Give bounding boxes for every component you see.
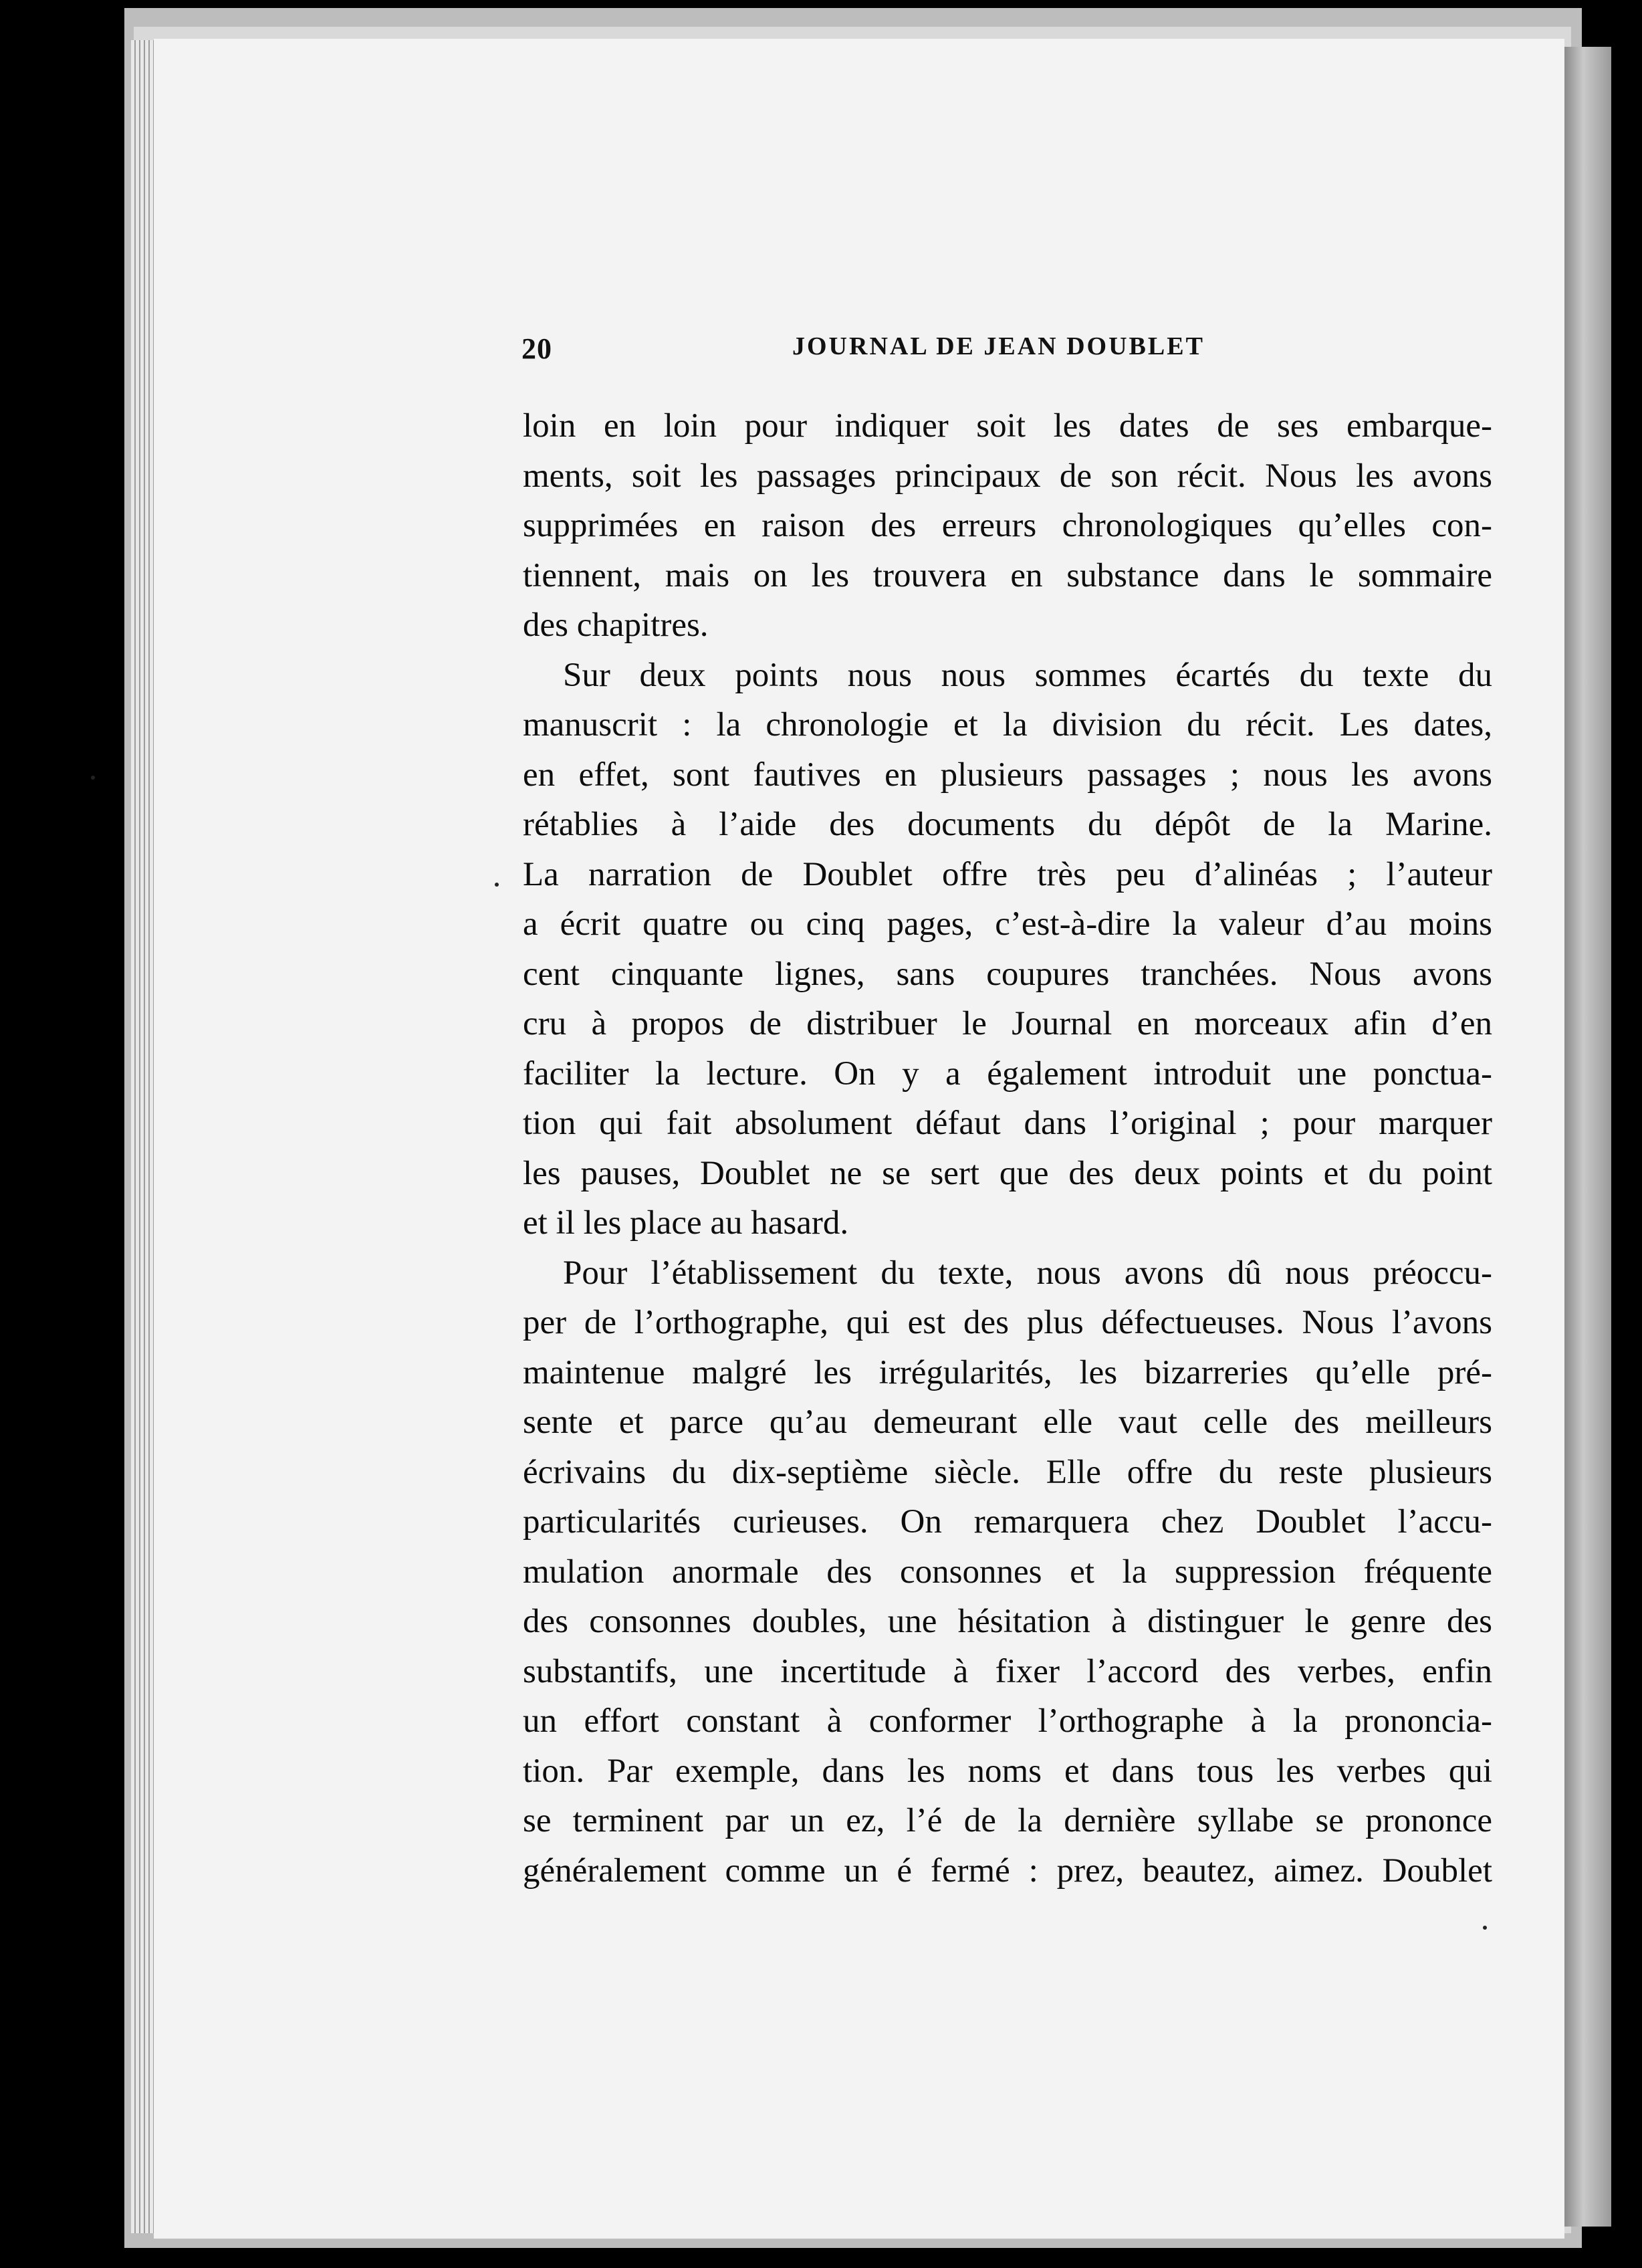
text-line: en effet, sont fautives en plusieurs passages ; nous les avons [523, 756, 1492, 794]
text-line: tiennent, mais on les trouvera en substance dans le sommaire [523, 556, 1492, 594]
text-line: ments, soit les passages principaux de son récit. Nous les avons [523, 457, 1492, 495]
text-line: généralement comme un é fermé : prez, beautez, aimez. Doublet [523, 1851, 1492, 1890]
page-edges-left [131, 40, 154, 2233]
text-line: supprimées en raison des erreurs chronologiques qu’elles con- [523, 507, 1492, 544]
page-shadow [1564, 47, 1611, 2227]
text-line: et il les place au hasard. [523, 1204, 849, 1242]
text-line: tion. Par exemple, dans les noms et dans tous les verbes qui [523, 1752, 1492, 1790]
scan-speck [495, 883, 499, 887]
text-line: particularités curieuses. On remarquera chez Doublet l’accu- [523, 1503, 1492, 1541]
page-number: 20 [521, 332, 552, 365]
page-header [521, 332, 1494, 372]
text-line: substantifs, une incertitude à fixer l’accord des verbes, enfin [523, 1652, 1492, 1690]
text-line: manuscrit : la chronologie et la division du récit. Les dates, [523, 706, 1492, 744]
running-title: JOURNAL DE JEAN DOUBLET [792, 332, 1205, 360]
text-line: faciliter la lecture. On y a également introduit une ponctua- [523, 1054, 1492, 1093]
text-line: Pour l’établissement du texte, nous avons dû nous préoccu- [563, 1254, 1492, 1292]
text-line: sente et parce qu’au demeurant elle vaut celle des meilleurs [523, 1403, 1492, 1441]
text-line: rétablies à l’aide des documents du dépôt de la Marine. [523, 806, 1492, 843]
text-line: écrivains du dix-septième siècle. Elle offre du reste plusieurs [523, 1453, 1492, 1491]
text-line: se terminent par un ez, l’é de la dernière syllabe se prononce [523, 1802, 1492, 1839]
body-text [523, 401, 1492, 1896]
scan-speck [1483, 1926, 1487, 1930]
text-line: des consonnes doubles, une hésitation à distinguer le genre des [523, 1603, 1492, 1640]
text-line: per de l’orthographe, qui est des plus défectueuses. Nous l’avons [523, 1304, 1492, 1341]
text-line: La narration de Doublet offre très peu d’alinéas ; l’auteur [523, 855, 1492, 893]
text-line: loin en loin pour indiquer soit les dates de ses embarque- [523, 407, 1492, 445]
text-line: cent cinquante lignes, sans coupures tranchées. Nous avons [523, 955, 1492, 993]
text-line: tion qui fait absolument défaut dans l’original ; pour marquer [523, 1105, 1492, 1142]
text-line: les pauses, Doublet ne se sert que des deux points et du point [523, 1154, 1492, 1192]
text-line: maintenue malgré les irrégularités, les bizarreries qu’elle pré- [523, 1353, 1492, 1391]
text-line: mulation anormale des consonnes et la suppression fréquente [523, 1553, 1492, 1591]
scan-speck [91, 776, 95, 780]
text-line: un effort constant à conformer l’orthographe à la prononcia- [523, 1702, 1492, 1740]
text-line: Sur deux points nous nous sommes écartés du texte du [563, 656, 1492, 694]
text-line: cru à propos de distribuer le Journal en morceaux afin d’en [523, 1005, 1492, 1042]
text-line: a écrit quatre ou cinq pages, c’est-à-dire la valeur d’au moins [523, 905, 1492, 943]
text-line: des chapitres. [523, 606, 709, 644]
